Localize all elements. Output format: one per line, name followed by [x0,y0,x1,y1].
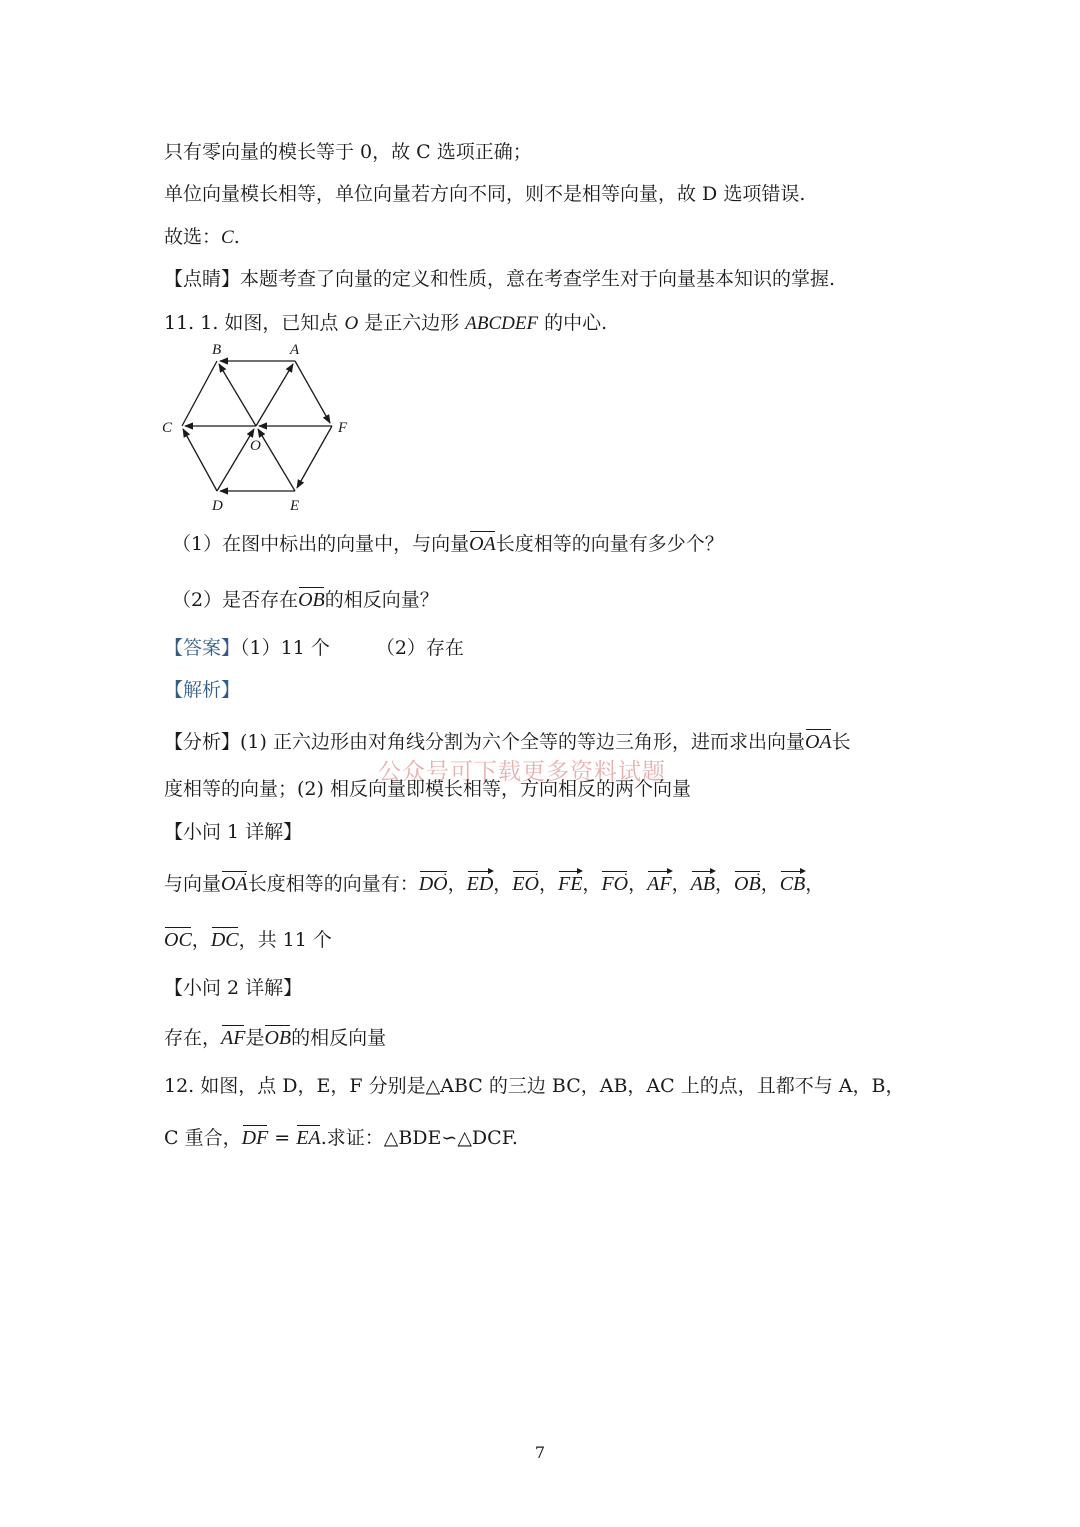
label-A: A [290,342,300,358]
vector-AF-label: AF [647,868,671,898]
separator: ， [582,873,602,895]
vector-ED-label: ED [467,868,494,898]
label-E: E [290,498,300,514]
sub2-text-a: 存在， [164,1027,222,1049]
label-O: O [250,438,261,454]
separator: ， [493,873,513,895]
answer-choice: C [221,227,234,248]
answer-part-2: （2）存在 [375,637,464,659]
sub1-line-2 [164,924,332,954]
vector-OA [256,364,293,426]
sub2-line [164,1022,386,1052]
vector-AB-label: AB [691,868,715,898]
separator: ， [760,873,780,895]
q2-text-b: 的相反向量？ [324,589,439,611]
label-F: F [338,420,348,436]
vector-DC-label: DC [211,924,239,954]
label-B: B [212,342,222,358]
comment-text: 本题考查了向量的定义和性质，意在考查学生对于向量基本知识的掌握. [240,268,836,290]
vector-OB-label: OB [298,584,325,614]
vector-FE-label: FE [558,868,582,898]
q11-point: O [344,313,359,334]
q2-text-a: （2）是否存在 [172,589,299,611]
question-12-line-2 [164,1122,518,1152]
hexagon-figure [152,336,362,518]
separator: ， [191,929,211,951]
vector-OA-label: OA [805,726,832,756]
equal-vector-list [419,873,825,895]
question-11-heading [164,309,607,338]
watermark-text: 公众号可下载更多资料试题 [378,759,666,785]
vector-OA-label: OA [469,528,496,558]
separator: ， [538,873,558,895]
sub-question-1 [172,528,724,558]
text-line-2: 单位向量模长相等，单位向量若方向不同，则不是相等向量，故 D 选项错误. [164,183,806,205]
vector-CB-label: CB [780,868,806,898]
vector-OC-label: OC [164,924,192,954]
equals-sign: = [268,1127,297,1149]
vector-OB-label: OB · [734,868,761,898]
vector-DC [183,429,217,491]
answer-choice-label: 故选： [164,226,222,248]
text-line-1: 只有零向量的模长等于 0，故 C 选项正确； [164,141,532,163]
q11-text-b: 是正六边形 [358,312,466,334]
analysis-tag: 【解析】 [164,679,241,701]
vector-DO [217,429,254,491]
answer-tag: 【答案】 [164,637,241,659]
label-C: C [162,420,173,436]
question-12-line-1: 12. 如图，点 D，E，F 分别是△ABC 的三边 BC，AB，AC 上的点，且都不与 A，B， [164,1075,905,1097]
sub2-title: 【小问 2 详解】 [164,977,303,999]
comment-tag: 【点睛】 [164,268,241,290]
sub2-text-c: 的相反向量 [291,1027,387,1049]
separator: ， [447,873,467,895]
fenxi-line-2: 度相等的向量；(2) 相反向量即模长相等，方向相反的两个向量 [164,778,691,800]
fenxi-tag: 【分析】 [164,731,241,753]
segment-BC [182,361,217,426]
vector-AF-label: AF [221,1022,245,1052]
sub2-text-b: 是 [245,1027,265,1049]
separator: ， [628,873,648,895]
answer-line [164,634,464,662]
sub1-text-a: 与向量 [164,873,222,895]
vector-DF-label: DF [242,1122,269,1152]
vector-FO-label: FO · [601,868,628,898]
vector-OB [219,364,256,426]
vector-DO-label: DO · [419,868,448,898]
separator: ， [715,873,735,895]
q11-text-a: 11. 1. 如图，已知点 [164,312,345,334]
vector-OA-label: OA · [221,868,248,898]
vector-AF [295,361,330,423]
vector-EA-label: EA [296,1122,320,1152]
vector-EO-label: EO · [512,868,539,898]
q1-text-a: （1）在图中标出的向量中，与向量 [172,533,470,555]
fenxi-text-2: 长 [831,731,851,753]
sub1-title: 【小问 1 详解】 [164,821,303,843]
fenxi-line-1 [164,726,851,756]
vector-FE [297,426,332,488]
q11-text-c: 的中心. [538,312,608,334]
vector-OB-label: OB [264,1022,291,1052]
fenxi-text-1: (1) 正六边形由对角线分割为六个全等的等边三角形，进而求出向量 [240,731,805,753]
q12-text-a: C 重合， [164,1127,242,1149]
q11-polygon: ABCDEF [465,313,539,334]
vector-EO [258,429,295,491]
text-line-3: 故选：C. [164,226,240,248]
page-number: 7 [534,1443,546,1462]
sub1-line-1 [164,868,824,898]
label-D: D [212,498,223,514]
separator: ， [805,873,825,895]
q1-text-b: 长度相等的向量有多少个？ [495,533,724,555]
sub1-total: ，共 11 个 [238,929,332,951]
sub1-text-b: 长度相等的向量有： [247,873,419,895]
q12-text-b: .求证：△BDE∽△DCF. [320,1127,518,1149]
sub-question-2 [172,584,439,614]
answer-part-1: （1）11 个 [240,637,330,659]
separator: ， [671,873,691,895]
text-line-4 [164,265,835,293]
